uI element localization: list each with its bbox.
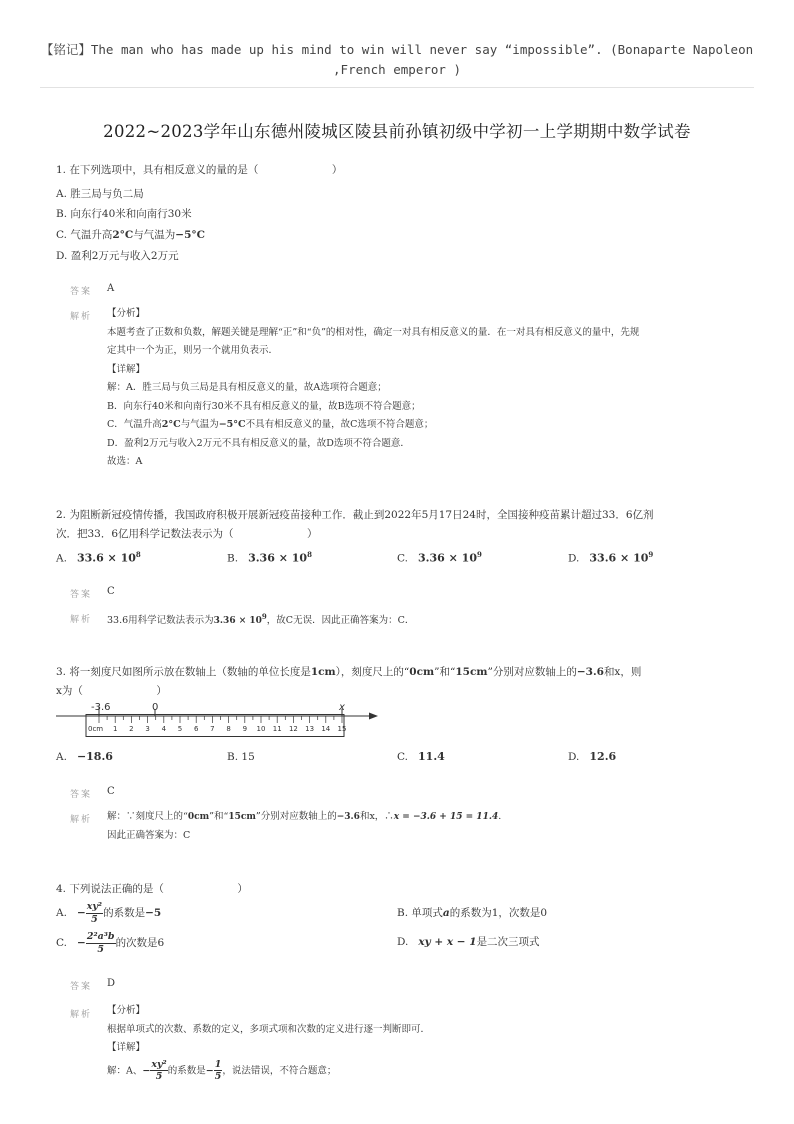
q2-answer-label: 答案 xyxy=(70,590,93,600)
q1-exp-line: 【详解】 xyxy=(107,363,146,375)
q4-b-pre: B. 单项式 xyxy=(397,907,443,919)
q4-exp4-denominator: 5 xyxy=(155,1071,163,1082)
q4-exp4-mid: 的系数是 xyxy=(167,1065,206,1076)
q1-exp-c-mid: 与气温为 xyxy=(180,419,219,430)
q4-analysis-label: 解析 xyxy=(70,1010,93,1020)
q1-exp-line: 本题考查了正数和负数，解题关键是理解“正”和“负”的相对性，确定一对具有相反意义的量．在一对具有相反意义的量中，先规 xyxy=(107,326,640,338)
q3-d-label: D. xyxy=(568,751,580,763)
q4-a-fraction xyxy=(86,902,103,924)
q3-stem-math2: 0cm xyxy=(409,666,435,678)
q1-exp-line: 故选：A xyxy=(107,456,143,467)
q4-option-a: A. − $\frac{\text{xy²}}{5}$ 的系数是−5 xyxy=(56,901,162,925)
q1-c-math2: −5°C xyxy=(175,229,205,241)
q4-answer: D xyxy=(107,978,116,989)
number-line-arrow-icon xyxy=(369,713,378,720)
q3-exp-line-2: 因此正确答案为：C xyxy=(107,829,191,841)
q1-option-d: D. 盈利2万元与收入2万元 xyxy=(56,250,179,262)
header-divider xyxy=(40,87,754,88)
q1-option-b: B. 向东行40米和向南行30米 xyxy=(56,208,192,220)
q2-a-base: 33.6 × 10 xyxy=(76,551,136,565)
q4-exp4-pre: 解：A、 xyxy=(107,1065,143,1076)
q4-exp-line: 【分析】 xyxy=(107,1005,146,1016)
q3-option-d xyxy=(568,750,616,763)
q2-c-exp: 9 xyxy=(477,550,482,559)
motto-line-2: ,French emperor ) xyxy=(333,62,461,77)
q2-c-label: C. xyxy=(397,552,408,565)
ruler-number: 12 xyxy=(288,725,298,733)
q1-exp-line: D．盈利2万元与收入2万元不具有相反意义的量，故D选项不符合题意． xyxy=(107,437,410,449)
q2-analysis-label: 解析 xyxy=(70,615,93,625)
q4-stem: 4. 下列说法正确的是（ ） xyxy=(56,883,248,895)
q1-exp-c-pre: C．气温升高 xyxy=(107,419,162,430)
q2-stem-line-1: 2. 为阻断新冠疫情传播，我国政府积极开展新冠疫苗接种工作．截止到2022年5月17日24时，全国接种疫苗累计超过33．6亿剂 xyxy=(56,509,654,521)
q2-c-base: 3.36 × 10 xyxy=(418,551,477,565)
q1-exp-c-post: 不具有相反意义的量，故C选项不符合题意； xyxy=(245,419,434,430)
q3-stem-line-1 xyxy=(56,663,641,682)
q3-c-label: C. xyxy=(397,751,408,763)
q2-a-exp: 8 xyxy=(135,550,141,559)
axis-label-neg: -3.6 xyxy=(91,702,111,713)
q3-c-value: 11.4 xyxy=(418,750,445,763)
q1-c-math1: 2°C xyxy=(112,229,134,241)
q1-answer: A xyxy=(107,283,115,294)
q3-stem-line-2: x为（ ） xyxy=(56,685,167,697)
q2-d-label: D. xyxy=(568,552,580,565)
q1-exp-c-math2: −5°C xyxy=(218,419,246,430)
ruler-number: 14 xyxy=(321,725,331,733)
q3-exp-math1: 0cm xyxy=(187,812,210,822)
ruler-number: 7 xyxy=(210,725,215,733)
q4-c-numerator: 2²a³b xyxy=(86,931,115,942)
q2-exp-base: 3.36 × 10 xyxy=(213,616,262,627)
q3-stem-pre: 3. 将一刻度尺如图所示放在数轴上（数轴的单位长度是 xyxy=(56,666,311,678)
ruler-number-line-figure xyxy=(56,700,380,742)
q2-option-b xyxy=(227,550,312,565)
q3-exp-mid1: ”和“ xyxy=(209,811,229,822)
ruler-number: 8 xyxy=(226,725,231,733)
q2-option-c xyxy=(397,550,482,565)
ruler-number: 1 xyxy=(112,725,118,733)
q3-exp-pre: 解：∵刻度尺上的“ xyxy=(107,811,188,822)
ruler-number: 10 xyxy=(256,725,266,733)
ruler-number: 5 xyxy=(177,725,183,733)
q4-exp-line-4: 解：A、− $\frac{\text{xy²}}{5}$ 的系数是− $\frac{1}{5}$ ，说法错误，不符合题意； xyxy=(107,1058,337,1082)
q4-c-post: 的次数是6 xyxy=(115,937,165,949)
q4-c-denominator: 5 xyxy=(97,943,104,955)
q4-exp-line: 【详解】 xyxy=(107,1042,146,1053)
q1-answer-label: 答案 xyxy=(70,287,93,297)
q4-b-post: 的系数为1，次数是0 xyxy=(449,907,548,919)
q3-option-b: B. 15 xyxy=(227,751,255,763)
q3-a-value: −18.6 xyxy=(76,750,113,763)
q3-stem xyxy=(56,663,641,701)
q1-exp-line: 定其中一个为正，则另一个就用负表示． xyxy=(107,345,279,356)
ruler-number: 13 xyxy=(305,725,315,733)
q3-exp-mid2: ”分别对应数轴上的 xyxy=(255,811,337,822)
q3-exp-math2: 15cm xyxy=(228,812,256,822)
q3-explanation xyxy=(107,808,501,845)
ruler-number: 6 xyxy=(193,725,199,733)
q4-b-math: a xyxy=(442,907,450,919)
q4-option-b xyxy=(397,905,547,920)
q3-stem-mid1: ），刻度尺上的“ xyxy=(335,666,410,678)
q2-d-exp: 9 xyxy=(648,550,654,559)
q3-analysis-label: 解析 xyxy=(70,815,93,825)
q3-stem-post: 和x，则 xyxy=(603,666,642,678)
q1-c-pre: C. 气温升高 xyxy=(56,229,113,241)
motto xyxy=(40,40,754,80)
q1-exp-line: 【分析】 xyxy=(107,308,146,319)
ruler-number: 11 xyxy=(272,725,282,733)
q2-b-base: 3.36 × 10 xyxy=(248,551,308,565)
q4-option-c: C. − $\frac{\text{2²a³b}}{5}$ 的次数是6 xyxy=(56,931,165,955)
q2-b-exp: 8 xyxy=(307,550,312,559)
q4-explanation xyxy=(107,1002,430,1082)
ruler-number: 15 xyxy=(337,725,347,733)
q1-exp-line-c xyxy=(107,416,639,435)
q4-exp4-fraction xyxy=(150,1060,167,1082)
q1-stem: 1. 在下列选项中，具有相反意义的量的是（ ） xyxy=(56,164,343,176)
q3-answer: C xyxy=(107,786,115,797)
q1-exp-line: B．向东行40米和向南行30米不具有相反意义的量，故B选项不符合题意； xyxy=(107,400,421,412)
q2-stem xyxy=(56,506,654,544)
q1-exp-c-math1: 2°C xyxy=(161,419,181,430)
q4-exp-line: 根据单项式的次数、系数的定义，多项式项和次数的定义进行逐一判断即可． xyxy=(107,1023,431,1035)
q2-exp-pre: 33.6用科学记数法表示为 xyxy=(107,615,214,627)
ruler-number: 2 xyxy=(129,725,134,733)
q2-d-base: 33.6 × 10 xyxy=(589,551,649,565)
q3-exp-post: . xyxy=(498,811,502,822)
q1-option-a: A. 胜三局与负二局 xyxy=(56,188,144,200)
q4-a-mid: 的系数是 xyxy=(103,907,146,919)
q2-option-a xyxy=(56,550,141,565)
q4-exp4-numerator: xy² xyxy=(151,1058,167,1070)
q4-a-label: A. xyxy=(56,907,67,919)
q2-option-d xyxy=(568,550,653,565)
q3-exp-mid3: 和x，∴ xyxy=(359,811,394,822)
q3-option-c xyxy=(397,750,445,763)
q3-stem-mid3: ”分别对应数轴上的 xyxy=(487,666,577,678)
q3-stem-mid2: ”和“ xyxy=(434,666,456,678)
q4-d-label: D. xyxy=(397,936,409,948)
q3-stem-math3: 15cm xyxy=(455,666,488,678)
q3-a-label: A. xyxy=(56,751,67,763)
q2-exp-post: ，故C无误．因此正确答案为：C． xyxy=(266,615,415,627)
q2-a-label: A. xyxy=(56,552,67,565)
q1-exp-line: 解：A．胜三局与负三局是具有相反意义的量，故A选项符合题意； xyxy=(107,382,387,393)
q2-stem-line-2: 次．把33．6亿用科学记数法表示为（ ） xyxy=(56,528,318,540)
q1-option-c xyxy=(56,227,205,242)
q4-a-numerator: xy² xyxy=(86,901,103,912)
q3-option-a xyxy=(56,750,113,763)
q2-answer: C xyxy=(107,586,115,597)
q4-c-label: C. xyxy=(56,937,67,949)
q2-b-label: B. xyxy=(227,552,239,565)
ruler-numbers xyxy=(113,725,346,733)
q3-stem-math4: −3.6 xyxy=(576,666,604,678)
q1-c-mid: 与气温为 xyxy=(133,229,176,241)
q4-a-value: −5 xyxy=(145,907,162,919)
ruler-unit-label: 0cm xyxy=(88,725,104,733)
q4-d-math: xy + x − 1 xyxy=(418,936,477,948)
q3-exp-line-1 xyxy=(107,808,501,827)
page-title: 2022~2023学年山东德州陵城区陵县前孙镇初级中学初一上学期期中数学试卷 xyxy=(103,122,691,141)
q3-exp-math3: −3.6 xyxy=(336,812,360,822)
q4-option-d xyxy=(397,934,540,949)
q4-exp4-denominator2: 5 xyxy=(214,1071,222,1082)
axis-label-x: x xyxy=(339,702,345,713)
q3-exp-math4: x = −3.6 + 15 = 11.4 xyxy=(393,812,499,822)
ruler-number: 3 xyxy=(145,725,150,733)
q2-exp-exp: 9 xyxy=(261,612,267,621)
q3-d-value: 12.6 xyxy=(589,750,617,763)
q4-c-fraction xyxy=(86,932,116,954)
q1-explanation xyxy=(107,305,639,472)
axis-label-zero: 0 xyxy=(152,702,159,713)
q3-answer-label: 答案 xyxy=(70,790,93,800)
q4-exp4-numerator2: 1 xyxy=(214,1058,222,1070)
q4-a-denominator: 5 xyxy=(91,913,98,925)
q4-d-post: 是二次三项式 xyxy=(476,936,540,948)
motto-line-1: 【铭记】The man who has made up his mind to win will never say “impossible”. (Bonaparte Napoleon xyxy=(40,42,754,57)
ruler-number: 9 xyxy=(242,725,248,733)
q4-answer-label: 答案 xyxy=(70,982,93,992)
q4-exp4-post: ，说法错误，不符合题意； xyxy=(222,1065,337,1076)
q3-stem-math1: 1cm xyxy=(310,666,336,678)
q2-explanation xyxy=(107,608,414,631)
ruler-number: 4 xyxy=(161,725,167,733)
q1-analysis-label: 解析 xyxy=(70,312,93,322)
